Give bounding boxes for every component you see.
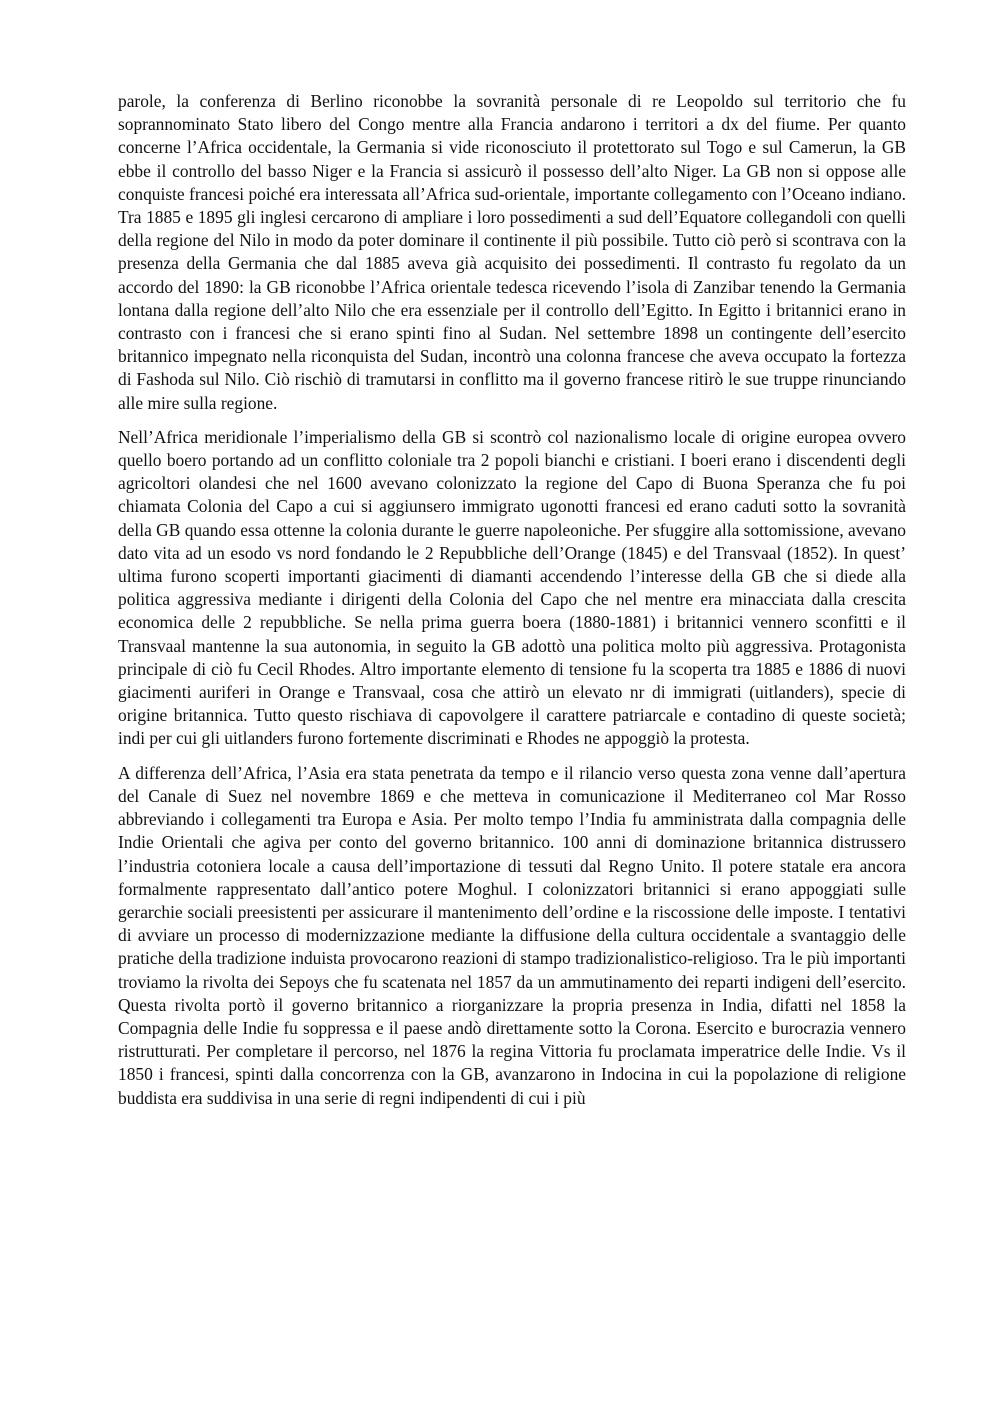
paragraph-africa-partition: parole, la conferenza di Berlino riconobbe la sovranità personale di re Leopoldo sul territorio che fu soprannominato Stato libero del Congo mentre alla Francia andarono i territori a dx del fiume. Per quanto concerne l’Africa occidentale, la Germania si vide riconosciuto il protettorato sul Togo e sul Camerun, la GB ebbe il controllo del basso Niger e la Francia si assicurò il possesso dell’alto Niger. La GB non si oppose alle conquiste francesi poiché era interessata all’Africa sud-orientale, importante collegamento con l’Oceano indiano. Tra 1885 e 1895 gli inglesi cercarono di ampliare i loro possedimenti a sud dell’Equatore collegandoli con quelli della regione del Nilo in modo da poter dominare il continente il più possibile. Tutto ciò però si scontrava con la presenza della Germania che dal 1885 aveva già acquisito dei possedimenti. Il contrasto fu regolato da un accordo del 1890: la GB riconobbe l’Africa orientale tedesca ricevendo l’isola di Zanzibar tenendo la Germania lontana dalla regione dell’alto Nilo che era essenziale per il controllo dell’Egitto. In Egitto i britannici erano in contrasto con i francesi che si erano spinti fino al Sudan. Nel settembre 1898 un contingente dell’esercito britannico impegnato nella riconquista del Sudan, incontrò una colonna francese che aveva occupato la fortezza di Fashoda sul Nilo. Ciò rischiò di tramutarsi in conflitto ma il governo francese ritirò le sue truppe rinunciando alle mire sulla regione. <box>118 91 906 413</box>
document-page <box>118 90 906 1121</box>
paragraph-asia-india: A differenza dell’Africa, l’Asia era stata penetrata da tempo e il rilancio verso questa zona venne dall’apertura del Canale di Suez nel novembre 1869 e che metteva in comunicazione il Mediterraneo col Mar Rosso abbreviando i collegamenti tra Europa e Asia. Per molto tempo l’India fu amministrata dalla compagnia delle Indie Orientali che agiva per conto del governo britannico. 100 anni di dominazione britannica distrussero l’industria cotoniera locale a causa dell’importazione di tessuti dal Regno Unito. Il potere statale era ancora formalmente rappresentato dall’antico potere Moghul. I colonizzatori britannici si erano appoggiati sulle gerarchie sociali preesistenti per assicurare il mantenimento dell’ordine e la riscossione delle imposte. I tentativi di avviare un processo di modernizzazione mediante la diffusione della cultura occidentale a svantaggio delle pratiche della tradizione induista provocarono reazioni di stampo tradizionalistico-religioso. Tra le più importanti troviamo la rivolta dei Sepoys che fu scatenata nel 1857 da un ammutinamento dei reparti indigeni dell’esercito. Questa rivolta portò il governo britannico a riorganizzare la propria presenza in India, difatti nel 1858 la Compagnia delle Indie fu soppressa e il paese andò direttamente sotto la Corona. Esercito e burocrazia vennero ristrutturati. Per completare il percorso, nel 1876 la regina Vittoria fu proclamata imperatrice delle Indie. Vs il 1850 i francesi, spinti dalla concorrenza con la GB, avanzarono in Indocina in cui la popolazione di religione buddista era suddivisa in una serie di regni indipendenti di cui i più <box>118 762 906 1108</box>
paragraph-boer-conflict: Nell’Africa meridionale l’imperialismo della GB si scontrò col nazionalismo locale di origine europea ovvero quello boero portando ad un conflitto coloniale tra 2 popoli bianchi e cristiani. I boeri erano i discendenti degli agricoltori olandesi che nel 1600 avevano colonizzato la regione del Capo di Buona Speranza che fu poi chiamata Colonia del Capo a cui si aggiunsero immigrato ugonotti francesi ed erano caduti sotto la sovranità della GB quando essa ottenne la colonia durante le guerre napoleoniche. Per sfuggire alla sottomissione, avevano dato vita ad un esodo vs nord fondando le 2 Repubbliche dell’Orange (1845) e del Transvaal (1852). In quest’ ultima furono scoperti importanti giacimenti di diamanti accendendo l’interesse della GB che si diede alla politica aggressiva mediante i dirigenti della Colonia del Capo che nel mentre era minacciata dalla crescita economica delle 2 repubbliche. Se nella prima guerra boera (1880-1881) i britannici vennero sconfitti e il Transvaal mantenne la sua autonomia, in seguito la GB adottò una politica molto più aggressiva. Protagonista principale di ciò fu Cecil Rhodes. Altro importante elemento di tensione fu la scoperta tra 1885 e 1886 di nuovi giacimenti auriferi in Orange e Transvaal, cosa che attirò un elevato nr di immigrati (uitlanders), specie di origine britannica. Tutto questo rischiava di capovolgere il carattere patriarcale e contadino di queste società; indi per cui gli uitlanders furono fortemente discriminati e Rhodes ne appoggiò la protesta. <box>118 426 906 749</box>
